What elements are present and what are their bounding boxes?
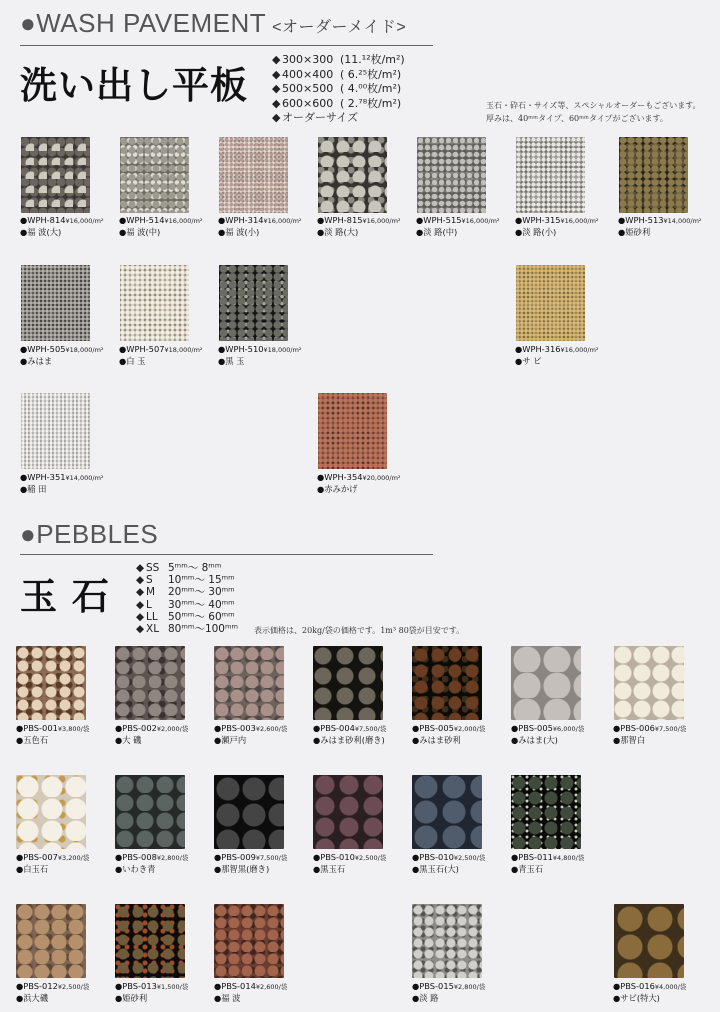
product-code: ●PBS-012: [16, 981, 58, 991]
product-price: ¥2,800/袋: [453, 983, 486, 991]
product-price: ¥16,000/m²: [263, 217, 302, 225]
product-caption: [119, 344, 203, 367]
wash-note-1: 玉石・砕石・サイズ等、スペシャルオーダーもございます。: [486, 101, 701, 110]
size-row: [136, 611, 238, 623]
product-price: ¥3,200/袋: [57, 854, 90, 862]
product-swatch[interactable]: [412, 775, 482, 849]
product-price: ¥2,600/袋: [255, 983, 288, 991]
product-swatch[interactable]: [115, 775, 185, 849]
product-code: ●PBS-005: [511, 723, 553, 733]
product-swatch[interactable]: [21, 265, 90, 341]
product-swatch[interactable]: [412, 904, 482, 978]
diamond-icon: ◆: [136, 610, 145, 623]
product-code: ●WPH-315: [515, 215, 561, 225]
product-swatch[interactable]: [219, 137, 288, 213]
product-caption: [317, 472, 401, 495]
product-code: ●PBS-010: [412, 852, 454, 862]
product-swatch[interactable]: [21, 137, 90, 213]
product-code: ●WPH-514: [119, 215, 165, 225]
product-code: ●WPH-815: [317, 215, 363, 225]
product-swatch[interactable]: [511, 775, 581, 849]
size-note: ( 2.⁷⁸枚/m²): [340, 96, 402, 110]
product-name: ●姫砂利: [618, 227, 651, 237]
product-name: ●稲 田: [20, 484, 47, 494]
wash-section-heading: [20, 8, 406, 39]
product-price: ¥18,000/m²: [65, 346, 104, 354]
size-range: 5ᵐᵐ〜 8ᵐᵐ: [168, 562, 222, 574]
product-price: ¥16,000/m²: [164, 217, 203, 225]
size-row: [136, 562, 238, 574]
product-swatch[interactable]: [115, 904, 185, 978]
product-price: ¥7,500/袋: [354, 725, 387, 733]
product-caption: [218, 215, 302, 238]
product-caption: [214, 723, 287, 746]
product-name: ●赤みかげ: [317, 484, 358, 494]
product-code: ●WPH-316: [515, 344, 561, 354]
diamond-icon: ◆: [272, 67, 281, 81]
size-value: 600×600: [282, 96, 334, 110]
product-name: ●黒玉石(大): [412, 864, 459, 874]
diamond-icon: ◆: [136, 562, 145, 574]
diamond-icon: ◆: [272, 53, 281, 66]
product-name: ●浜大磯: [16, 993, 49, 1003]
product-price: ¥16,000/m²: [65, 217, 104, 225]
product-swatch[interactable]: [614, 646, 684, 720]
size-row: [272, 97, 405, 112]
product-caption: [20, 472, 104, 495]
product-name: ●サ ビ: [515, 356, 542, 366]
product-price: ¥14,000/m²: [663, 217, 702, 225]
product-caption: [412, 852, 485, 875]
product-caption: [119, 215, 203, 238]
size-code: XL: [146, 623, 160, 636]
wash-title: 洗い出し平板: [20, 64, 248, 107]
product-code: ●WPH-515: [416, 215, 462, 225]
product-name: ●みはま: [20, 356, 53, 366]
product-price: ¥4,000/袋: [654, 983, 687, 991]
size-row: [136, 623, 238, 635]
bullet-dot-icon: ●: [20, 519, 37, 549]
pebbles-heading-text: PEBBLES: [36, 519, 159, 549]
product-code: ●PBS-006: [613, 723, 655, 733]
wash-heading-sub: <オーダーメイド>: [272, 19, 407, 36]
product-caption: [16, 981, 89, 1004]
size-row: [136, 574, 238, 586]
product-name: ●福 波(中): [119, 227, 161, 237]
product-swatch[interactable]: [412, 646, 482, 720]
pebbles-heading-rule: [20, 554, 433, 555]
product-caption: [515, 215, 599, 238]
product-code: ●PBS-016: [613, 981, 655, 991]
product-caption: [313, 723, 386, 746]
product-swatch[interactable]: [313, 775, 383, 849]
product-swatch[interactable]: [214, 646, 284, 720]
product-swatch[interactable]: [318, 137, 387, 213]
product-code: ●PBS-008: [115, 852, 157, 862]
size-code: S: [146, 574, 153, 587]
size-note: ( 6.²⁵枚/m²): [340, 67, 402, 81]
product-swatch[interactable]: [16, 775, 86, 849]
product-price: ¥7,500/袋: [255, 854, 288, 862]
product-price: ¥16,000/m²: [560, 346, 599, 354]
product-swatch[interactable]: [619, 137, 688, 213]
product-code: ●PBS-005: [412, 723, 454, 733]
product-name: ●サビ(特大): [613, 993, 660, 1003]
product-code: ●PBS-003: [214, 723, 256, 733]
product-caption: [412, 723, 485, 746]
product-name: ●那智白: [613, 735, 646, 745]
product-caption: [115, 981, 188, 1004]
diamond-icon: ◆: [136, 586, 145, 599]
product-swatch[interactable]: [16, 646, 86, 720]
product-price: ¥2,500/袋: [57, 983, 90, 991]
product-name: ●淡 路(大): [317, 227, 359, 237]
product-swatch[interactable]: [115, 646, 185, 720]
product-price: ¥2,500/袋: [453, 854, 486, 862]
size-row: [272, 111, 405, 126]
product-code: ●PBS-014: [214, 981, 256, 991]
product-price: ¥3,800/袋: [57, 725, 90, 733]
product-code: ●WPH-507: [119, 344, 165, 354]
size-range: 80ᵐᵐ〜100ᵐᵐ: [168, 623, 239, 636]
product-swatch[interactable]: [417, 137, 486, 213]
product-code: ●WPH-354: [317, 472, 363, 482]
product-name: ●いわき青: [115, 864, 156, 874]
size-row: [272, 68, 405, 83]
product-swatch[interactable]: [313, 646, 383, 720]
product-name: ●瀬戸内: [214, 735, 247, 745]
size-code: L: [146, 598, 152, 611]
product-price: ¥16,000/m²: [362, 217, 401, 225]
product-caption: [511, 852, 584, 875]
product-name: ●みはま(大): [511, 735, 558, 745]
size-range: 10ᵐᵐ〜 15ᵐᵐ: [168, 574, 235, 587]
product-code: ●WPH-510: [218, 344, 264, 354]
product-name: ●大 磯: [115, 735, 142, 745]
wash-note-2: 厚みは、40ᵐᵐタイプ、60ᵐᵐタイプがございます。: [486, 114, 668, 123]
size-range: 20ᵐᵐ〜 30ᵐᵐ: [168, 586, 235, 599]
product-swatch[interactable]: [21, 393, 90, 469]
product-price: ¥2,800/袋: [156, 854, 189, 862]
wash-size-list: [272, 53, 405, 126]
product-price: ¥16,000/m²: [560, 217, 599, 225]
product-swatch[interactable]: [516, 137, 585, 213]
product-caption: [115, 723, 188, 746]
product-caption: [218, 344, 302, 367]
product-caption: [511, 723, 584, 746]
product-swatch[interactable]: [219, 265, 288, 341]
size-code: SS: [146, 562, 160, 574]
product-caption: [313, 852, 386, 875]
product-swatch[interactable]: [516, 265, 585, 341]
size-row: [136, 599, 238, 611]
product-code: ●PBS-010: [313, 852, 355, 862]
product-name: ●青玉石: [511, 864, 544, 874]
product-name: ●淡 路(小): [515, 227, 557, 237]
size-row: [272, 53, 405, 68]
diamond-icon: ◆: [136, 598, 145, 611]
size-value: 500×500: [282, 82, 334, 95]
product-caption: [214, 981, 287, 1004]
product-name: ●黒玉石: [313, 864, 346, 874]
size-note: ( 4.⁰⁰枚/m²): [340, 82, 402, 95]
product-name: ●五色石: [16, 735, 49, 745]
product-price: ¥6,000/袋: [552, 725, 585, 733]
product-caption: [317, 215, 401, 238]
product-caption: [618, 215, 702, 238]
product-caption: [214, 852, 287, 875]
product-price: ¥14,000/m²: [65, 474, 104, 482]
product-price: ¥2,000/袋: [156, 725, 189, 733]
product-swatch[interactable]: [120, 137, 189, 213]
product-swatch[interactable]: [318, 393, 387, 469]
product-code: ●PBS-007: [16, 852, 58, 862]
size-row: [272, 82, 405, 97]
product-name: ●白玉石: [16, 864, 49, 874]
size-range: 50ᵐᵐ〜 60ᵐᵐ: [168, 610, 235, 623]
product-caption: [20, 344, 104, 367]
wash-heading-rule: [20, 45, 433, 46]
product-swatch[interactable]: [16, 904, 86, 978]
pebbles-title: 玉 石: [20, 575, 110, 618]
pebbles-section-heading: [20, 519, 158, 550]
product-code: ●PBS-001: [16, 723, 58, 733]
product-name: ●那智黒(磨き): [214, 864, 270, 874]
product-code: ●WPH-513: [618, 215, 664, 225]
product-name: ●黒 玉: [218, 356, 245, 366]
product-price: ¥7,500/袋: [654, 725, 687, 733]
size-value: オーダーサイズ: [282, 111, 359, 124]
product-price: ¥18,000/m²: [263, 346, 302, 354]
product-caption: [16, 852, 89, 875]
product-caption: [515, 344, 599, 367]
wash-heading-text: WASH PAVEMENT: [36, 8, 267, 38]
product-code: ●PBS-011: [511, 852, 553, 862]
product-name: ●福 波(大): [20, 227, 62, 237]
product-name: ●みはま砂利: [412, 735, 461, 745]
product-caption: [412, 981, 485, 1004]
product-name: ●みはま砂利(磨き): [313, 735, 385, 745]
diamond-icon: ◆: [272, 111, 281, 124]
product-code: ●PBS-002: [115, 723, 157, 733]
product-name: ●白 玉: [119, 356, 146, 366]
product-swatch[interactable]: [511, 646, 581, 720]
product-price: ¥1,500/袋: [156, 983, 189, 991]
product-code: ●PBS-013: [115, 981, 157, 991]
size-code: LL: [146, 610, 158, 623]
size-row: [136, 586, 238, 598]
diamond-icon: ◆: [272, 82, 281, 95]
product-code: ●WPH-351: [20, 472, 66, 482]
product-code: ●PBS-015: [412, 981, 454, 991]
product-code: ●WPH-814: [20, 215, 66, 225]
product-swatch[interactable]: [214, 775, 284, 849]
size-range: 30ᵐᵐ〜 40ᵐᵐ: [168, 598, 235, 611]
product-code: ●WPH-314: [218, 215, 264, 225]
product-swatch[interactable]: [614, 904, 684, 978]
product-code: ●PBS-009: [214, 852, 256, 862]
product-price: ¥2,600/袋: [255, 725, 288, 733]
product-caption: [20, 215, 104, 238]
product-caption: [16, 723, 89, 746]
size-value: 400×400: [282, 67, 334, 81]
product-swatch[interactable]: [214, 904, 284, 978]
product-price: ¥16,000/m²: [461, 217, 500, 225]
diamond-icon: ◆: [272, 96, 281, 110]
product-price: ¥2,500/袋: [354, 854, 387, 862]
product-name: ●福 波: [214, 993, 241, 1003]
product-caption: [613, 981, 686, 1004]
product-swatch[interactable]: [120, 265, 189, 341]
product-caption: [416, 215, 500, 238]
size-value: 300×300: [282, 53, 334, 66]
product-code: ●WPH-505: [20, 344, 66, 354]
product-code: ●PBS-004: [313, 723, 355, 733]
product-name: ●姫砂利: [115, 993, 148, 1003]
pebbles-note: 表示価格は、20kg/袋の価格です。1m³ 80袋が目安です。: [254, 626, 465, 635]
pebbles-size-list: [136, 562, 238, 635]
diamond-icon: ◆: [136, 623, 145, 636]
product-name: ●福 波(小): [218, 227, 260, 237]
product-price: ¥4,800/袋: [552, 854, 585, 862]
product-name: ●淡 路: [412, 993, 439, 1003]
product-caption: [613, 723, 686, 746]
size-note: (11.¹²枚/m²): [340, 53, 405, 66]
product-price: ¥20,000/m²: [362, 474, 401, 482]
diamond-icon: ◆: [136, 574, 145, 587]
product-caption: [115, 852, 188, 875]
size-code: M: [146, 586, 156, 599]
product-price: ¥2,000/袋: [453, 725, 486, 733]
bullet-dot-icon: ●: [20, 8, 37, 38]
product-price: ¥18,000/m²: [164, 346, 203, 354]
product-name: ●淡 路(中): [416, 227, 458, 237]
